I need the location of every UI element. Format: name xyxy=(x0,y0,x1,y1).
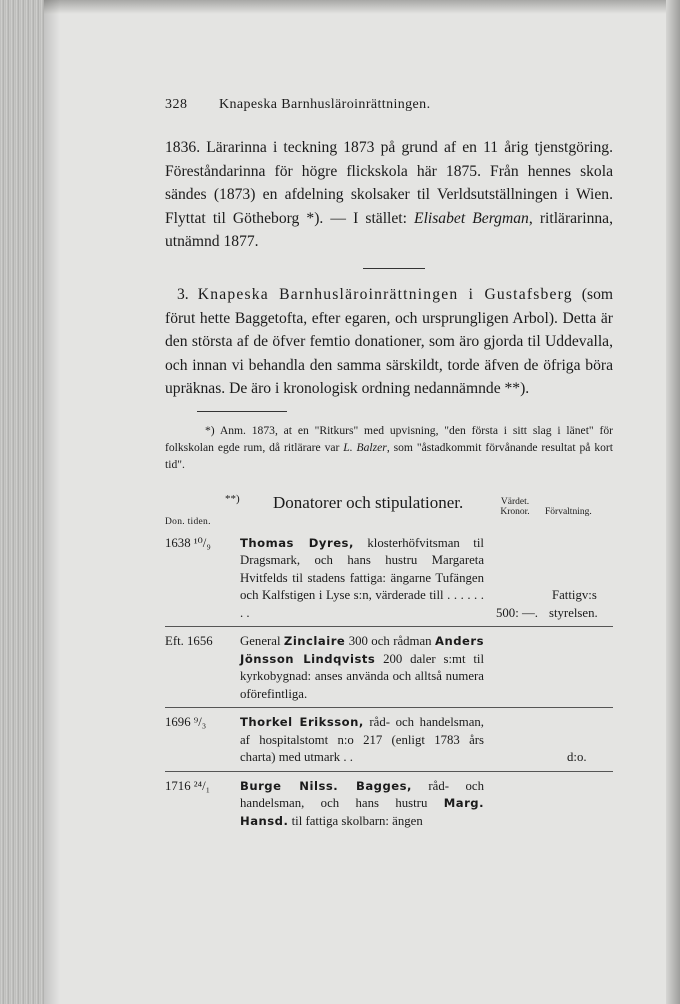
book-binding xyxy=(0,0,44,1004)
donor-name: Thorkel Eriksson, xyxy=(240,715,364,730)
donor-name: Marg. Hansd. xyxy=(240,796,484,828)
text-run: råd- och handelsman, och hans hustru xyxy=(240,778,484,811)
donation-date: 1696 ⁹/₃ xyxy=(165,715,207,730)
footnote-divider xyxy=(197,411,287,412)
donation-entry xyxy=(165,714,613,767)
donation-entry xyxy=(165,633,613,703)
person-name: L. Balzer xyxy=(343,440,387,454)
page-number: 328 xyxy=(165,97,188,112)
donation-date: 1716 ²⁴/₁ xyxy=(165,778,211,793)
text-run: (som förut hette Baggetofta, efter egaren, och ursprungligen Arbol). Detta är den största af de öfver femtio donationer, som äro gjorda til Uddevalla, och innan vi behandla den samma särskildt, torde äfven de öfriga böra upräknas. De äro i kronologisk ordning nedannämnde **). xyxy=(165,285,613,398)
running-title: Knapeska Barnhusläroinrättningen. xyxy=(219,97,431,112)
body-text xyxy=(165,136,613,401)
donation-admin: Fattigv:s xyxy=(552,588,597,603)
page-top-edge xyxy=(0,0,680,14)
donation-text xyxy=(240,633,484,703)
running-header xyxy=(165,94,613,116)
footnote-text xyxy=(165,422,613,473)
donor-name: Anders Jönsson Lindqvists xyxy=(240,634,485,666)
column-value: Värdet. Kronor. xyxy=(500,496,530,517)
gutter-shadow xyxy=(44,0,60,1004)
donations-list xyxy=(165,535,613,831)
donation-date: 1638 ¹⁰/₉ xyxy=(165,535,211,550)
donor-name: Zinclaire xyxy=(283,634,346,649)
entry-separator xyxy=(165,707,613,708)
footnote-mark: **) xyxy=(225,492,240,505)
column-date: Don. tiden. xyxy=(165,516,211,527)
text-run: General xyxy=(240,634,284,649)
text-run: , ritlärarinna, utnämnd 1877. xyxy=(165,209,614,251)
footnote xyxy=(165,422,613,473)
paragraph-2 xyxy=(165,283,613,401)
donations-heading: Donatorer och stipulationer. xyxy=(273,492,464,512)
text-run: 3. xyxy=(177,285,198,303)
donations-table-header xyxy=(165,493,613,529)
entry-separator xyxy=(165,626,613,627)
text-run: Knapeska Barnhusläroinrättningen i Gustafsberg xyxy=(197,285,573,303)
donation-admin: d:o. xyxy=(567,750,587,765)
person-name: Elisabet Bergman xyxy=(414,209,529,227)
book-page xyxy=(165,94,613,830)
text-run: 1836. Lärarinna i teckning 1873 på grund af en 11 årig tjenstgöring. Föreståndarinna för högre flickskola här 1875. Från hennes skola sändes (1873) en afdelning skolsaker til Verldsutställningen i Wien. Flyttat til Götheborg *). — I stället: xyxy=(165,139,613,227)
entry-separator xyxy=(165,771,613,772)
donor-name: Thomas Dyres, xyxy=(240,535,354,550)
donation-text xyxy=(240,714,484,767)
donation-text xyxy=(240,778,484,831)
text-run: 200 daler s:mt til kyrkobygnad: anses användа och alltså numera oförefintliga. xyxy=(240,651,484,701)
text-run: råd- och handelsman, af hospitalstomt n:o 217 (enligt 1783 års charta) med utmark . . xyxy=(240,715,484,765)
donation-entry xyxy=(165,535,613,623)
text-run: *) Anm. 1873, at en "Ritkurs" med upvisning, "den första i sitt slag i länet" för folkskolan egde rum, då ritlärare var xyxy=(165,423,613,454)
donation-entry xyxy=(165,778,613,831)
text-run: til fattiga skolbarn: ängen xyxy=(288,813,423,828)
donation-value: 500: —. xyxy=(496,605,538,620)
text-run: , som "åstadkommit förvånande resultat på kort tid". xyxy=(165,440,613,471)
text-run: 300 och rådman xyxy=(345,634,435,649)
donation-text xyxy=(240,535,484,623)
section-divider xyxy=(363,268,425,269)
donor-name: Burge Nilss. Bagges, xyxy=(240,778,412,793)
page-right-edge xyxy=(666,0,680,1004)
text-run: klosterhöfvitsman til Dragsmark, och hans hustru Margareta Hvitfelds til stadens fattiga: ängarne Tufängen och Kalfstigen i Lyse s:n, värderade till . . . . . . . . xyxy=(240,535,484,620)
paragraph-1 xyxy=(165,136,613,254)
donation-admin: styrelsen. xyxy=(549,605,598,620)
donation-date: Eft. 1656 xyxy=(165,634,213,649)
column-admin: Förvaltning. xyxy=(545,506,592,517)
